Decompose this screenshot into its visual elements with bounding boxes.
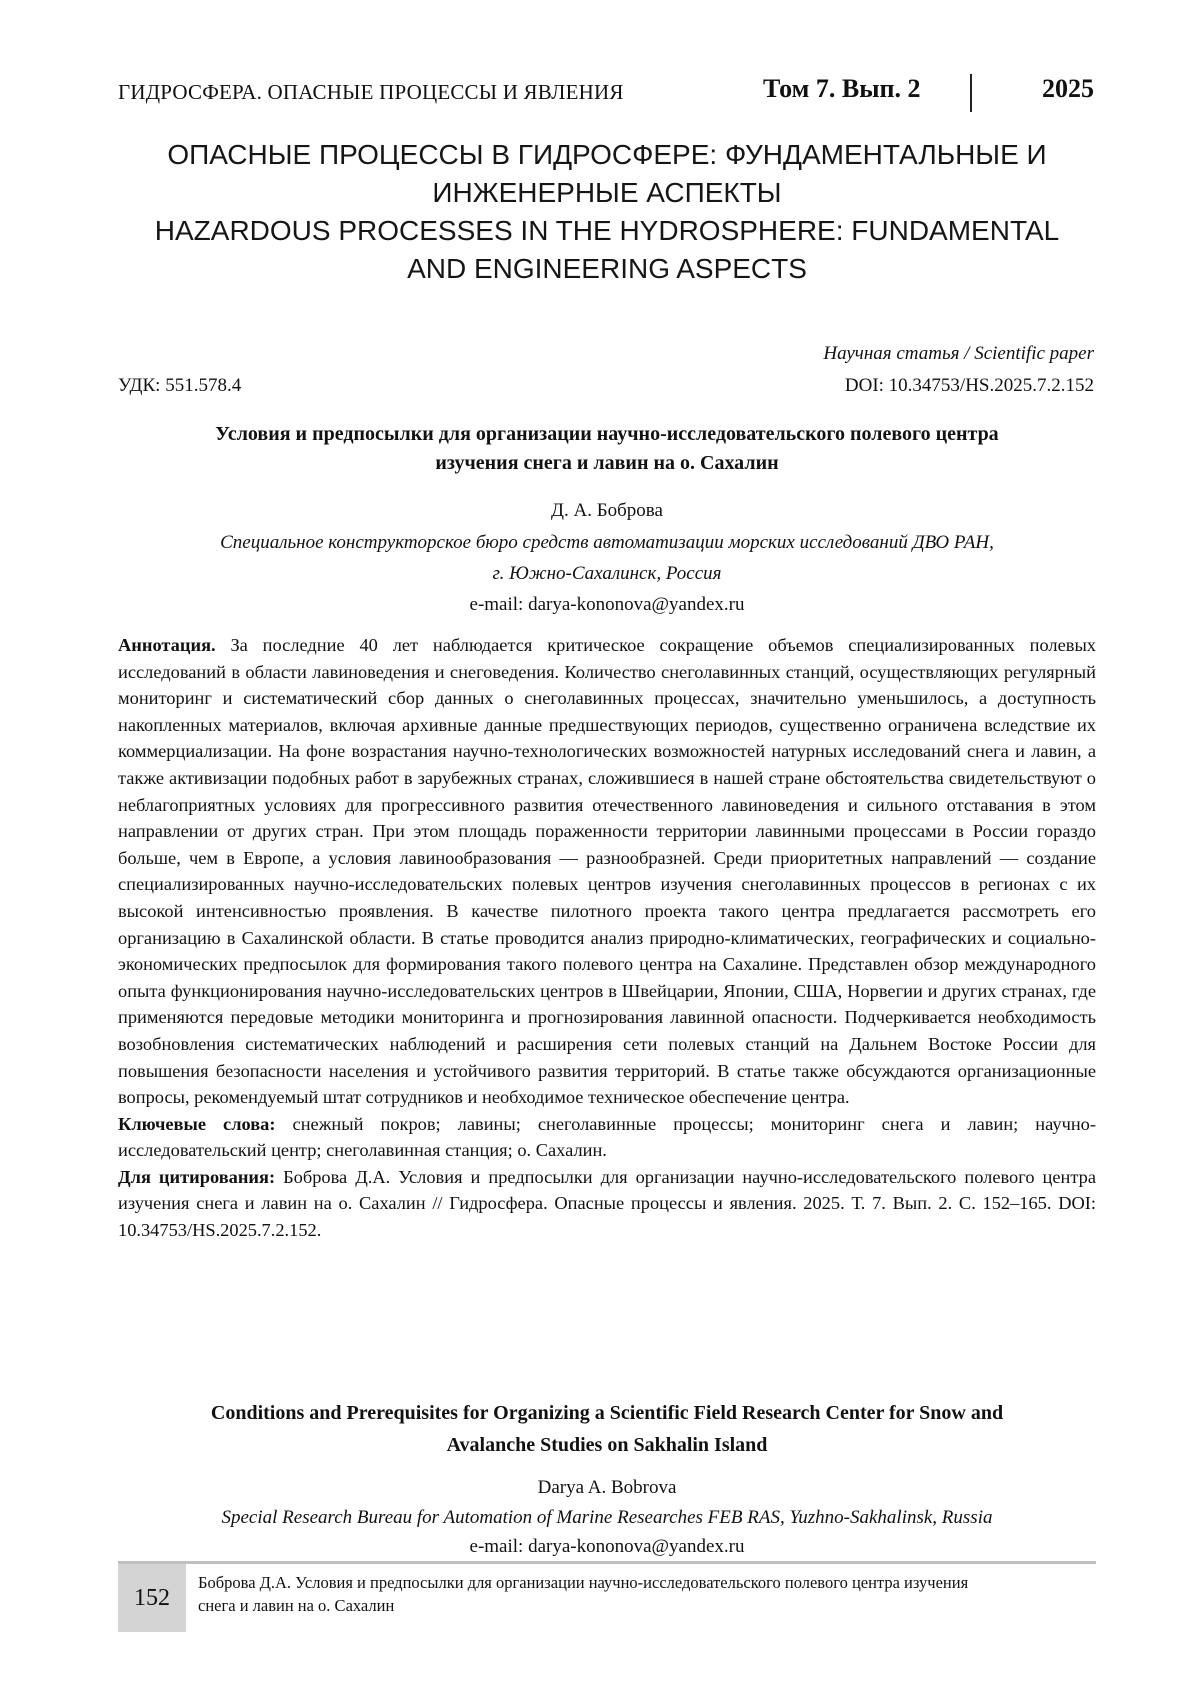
journal-name: ГИДРОСФЕРА. ОПАСНЫЕ ПРОЦЕССЫ И ЯВЛЕНИЯ <box>118 80 624 104</box>
section-title <box>118 136 1096 288</box>
keywords-text: снежный покров; лавины; снеголавинные процессы; мониторинг снега и лавин; научно-исследовательский центр; снеголавинная станция; о. Сахалин. <box>118 1113 1096 1161</box>
doi[interactable]: DOI: 10.34753/HS.2025.7.2.152 <box>844 375 1094 396</box>
author-ru: Д. А. Боброва <box>551 500 663 521</box>
section-title-ru-line2: ИНЖЕНЕРНЫЕ АСПЕКТЫ <box>432 177 782 208</box>
section-title-ru-line1: ОПАСНЫЕ ПРОЦЕССЫ В ГИДРОСФЕРЕ: ФУНДАМЕНТАЛЬНЫЕ И <box>167 139 1047 170</box>
citation-label: Для цитирования: <box>118 1166 276 1187</box>
citation-paragraph <box>118 1164 1096 1244</box>
running-header <box>118 74 1096 114</box>
footer-citation <box>198 1571 1098 1617</box>
citation-text: Боброва Д.А. Условия и предпосылки для организации научно-исследовательского полевого центра изучения снега и лавин на о. Сахалин // Гидросфера. Опасные процессы и явления. 2025. Т. 7. Вып. 2. С. 152–165. DOI: 10.34753/HS.2025.7.2.152. <box>118 1166 1096 1241</box>
article-title-ru-line2: изучения снега и лавин на о. Сахалин <box>435 452 779 474</box>
abstract-block <box>118 632 1096 1244</box>
paper-type: Научная статья / Scientific paper <box>823 343 1094 364</box>
page-number: 152 <box>118 1564 186 1632</box>
section-title-en-line2: AND ENGINEERING ASPECTS <box>407 253 807 284</box>
keywords-label: Ключевые слова: <box>118 1113 276 1134</box>
author-en: Darya A. Bobrova <box>537 1477 677 1498</box>
affiliation-en: Special Research Bureau for Automation of Marine Researches FEB RAS, Yuzhno-Sakhalinsk, Russia <box>221 1507 993 1528</box>
footer-divider <box>118 1561 1096 1564</box>
article-title-en-line2: Avalanche Studies on Sakhalin Island <box>446 1434 768 1456</box>
header-divider <box>970 74 972 112</box>
publication-year: 2025 <box>1042 74 1094 103</box>
article-title-en <box>118 1397 1096 1461</box>
footer-citation-line1: Боброва Д.А. Условия и предпосылки для организации научно-исследовательского полевого центра изучения <box>198 1573 969 1592</box>
abstract-paragraph <box>118 632 1096 1111</box>
footer-citation-line2: снега и лавин на о. Сахалин <box>198 1596 395 1615</box>
article-title-ru <box>118 420 1096 478</box>
article-title-en-line1: Conditions and Prerequisites for Organizing a Scientific Field Research Center for Snow and <box>210 1402 1004 1424</box>
email-ru[interactable]: e-mail: darya-kononova@yandex.ru <box>469 594 745 615</box>
section-title-en-line1: HAZARDOUS PROCESSES IN THE HYDROSPHERE: FUNDAMENTAL <box>154 215 1060 246</box>
email-en[interactable]: e-mail: darya-kononova@yandex.ru <box>469 1536 745 1557</box>
keywords-paragraph <box>118 1111 1096 1164</box>
affiliation-ru-line2: г. Южно-Сахалинск, Россия <box>492 563 722 584</box>
article-title-ru-line1: Условия и предпосылки для организации научно-исследовательского полевого центра <box>215 423 999 445</box>
volume-issue: Том 7. Вып. 2 <box>763 74 921 103</box>
affiliation-ru-line1: Специальное конструкторское бюро средств автоматизации морских исследований ДВО РАН, <box>220 532 994 553</box>
abstract-label: Аннотация. <box>118 635 216 655</box>
abstract-text: За последние 40 лет наблюдается критическое сокращение объемов специализированных полевых исследований в области лавиноведения и снеговедения. Количество снеголавинных станций, осуществляющих регулярный мониторинг и систематический сбор данных о снеголавинных процессах, значительно уменьшилось, а доступность накопленных материалов, включая архивные данные предшествующих периодов, существенно ограничена вследствие их коммерциализации. На фоне возрастания научно-технологических возможностей натурных исследований снега и лавин, а также активизации подобных работ в зарубежных странах, сложившиеся в нашей стране обстоятельства свидетельствуют о неблагоприятных условиях для прогрессивного развития отечественного лавиноведения и сильного отставания в этом направлении от других стран. При этом площадь пораженности территории лавинными процессами в России гораздо больше, чем в Европе, а условия лавинообразования — разнообразней. Среди приоритетных направлений — создание специализированных научно-исследовательских полевых центров изучения снеголавинных процессов в регионах с их высокой интенсивностью проявления. В качестве пилотного проекта такого центра предлагается рассмотреть его организацию в Сахалинской области. В статье проводится анализ природно-климатических, географических и социально-экономических предпосылок для формирования такого полевого центра на Сахалине. Представлен обзор международного опыта функционирования научно-исследовательских центров в Швейцарии, Японии, США, Норвегии и других странах, где применяются передовые методики мониторинга и прогнозирования лавинной опасности. Подчеркивается необходимость возобновления систематических наблюдений и расширения сети полевых станций на Дальнем Востоке России для повышения безопасности населения и устойчивого развития территорий. В статье также обсуждаются организационные вопросы, рекомендуемый штат сотрудников и необходимое техническое обеспечение центра. <box>118 635 1096 1108</box>
udk-code: УДК: 551.578.4 <box>118 375 242 396</box>
